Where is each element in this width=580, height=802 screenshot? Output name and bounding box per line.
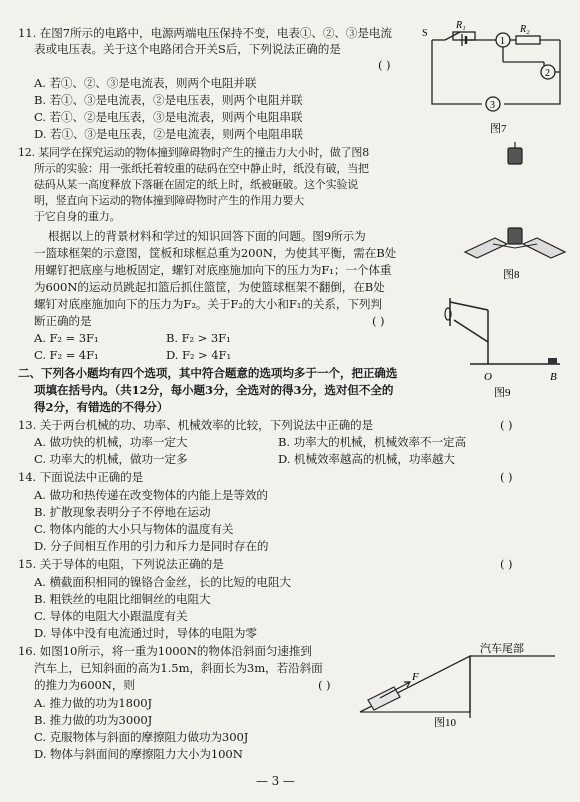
q15-option-c: C. 导体的电阻大小跟温度有关 — [34, 609, 188, 623]
q12-paragraph-line3: 用螺钉把底座与地板固定，螺钉对底座施加向下的压力为F₁；一个体重 — [34, 263, 392, 277]
q14-answer-paren: ( ) — [500, 470, 513, 484]
q15-option-b: B. 粗铁丝的电阻比细铜丝的电阻大 — [34, 592, 211, 606]
q12-stem-line4: 明，竖直向下运动的物体撞到障碍物时产生的作用力要大 — [34, 194, 304, 207]
figure-8-weight — [455, 140, 570, 285]
q12-stem-line3: 砝码从某一高度释放下落砸在固定的纸上时，纸被砸破。这个实验说 — [34, 178, 358, 191]
q16-option-d: D. 物体与斜面间的摩擦阻力大小为100N — [34, 747, 243, 761]
page-number: — 3 — — [256, 774, 295, 788]
q11-stem-line1: 11. 在图7所示的电路中，电源两端电压保持不变，电表①、②、③是电流 — [18, 26, 392, 40]
q13-option-a: A. 做功快的机械，功率一定大 — [34, 435, 188, 449]
r2-label: R₂ — [520, 24, 530, 35]
q12-answer-paren: ( ) — [372, 314, 385, 328]
q12-paragraph-line6: 断正确的是 — [34, 314, 92, 328]
meter-3-label: 3 — [490, 100, 495, 111]
figure-9-basketball-frame — [440, 290, 570, 400]
q11-answer-paren: ( ) — [378, 58, 391, 72]
q16-option-a: A. 推力做的功为1800J — [34, 696, 153, 710]
q15-option-d: D. 导体中没有电流通过时，导体的电阻为零 — [34, 626, 257, 640]
q13-option-c: C. 功率大的机械，做功一定多 — [34, 452, 188, 466]
r1-label: R₁ — [456, 20, 466, 31]
q11-option-a: A. 若①、②、③是电流表，则两个电阻并联 — [34, 76, 257, 90]
point-b-label: B — [550, 371, 557, 383]
q12-paragraph-line2: 一篮球框架的示意图，筐板和球框总重为200N，为使其平衡，需在B处 — [34, 246, 397, 260]
point-o-label: O — [484, 371, 492, 383]
q16-option-b: B. 推力做的功为3000J — [34, 713, 153, 727]
q11-stem-line2: 表或电压表。关于这个电路闭合开关S后，下列说法正确的是 — [34, 42, 341, 56]
q14-stem: 14. 下面说法中正确的是 — [18, 470, 144, 484]
q16-answer-paren: ( ) — [318, 678, 331, 692]
q12-stem-line2: 所示的实验：用一张纸托着较重的砝码在空中静止时，纸没有破，当把 — [34, 162, 369, 175]
figure-9-caption: 图9 — [494, 387, 511, 399]
q16-stem-line2: 汽车上，已知斜面的高为1.5m，斜面长为3m，若沿斜面 — [34, 661, 323, 675]
q12-paragraph-line5: 螺钉对底座施加向下的压力为F₂。关于F₂的大小和F₁的关系，下列判 — [34, 297, 382, 311]
q13-answer-paren: ( ) — [500, 418, 513, 432]
q12-paragraph-line4: 为600N的运动员跳起扣篮后抓住篮筐，为使篮球框架不翻倒，在B处 — [34, 280, 385, 294]
q14-option-d: D. 分子间相互作用的引力和斥力是同时存在的 — [34, 539, 269, 553]
section-2-line3: 得2分，有错选的不得分） — [34, 400, 169, 414]
q14-option-c: C. 物体内能的大小只与物体的温度有关 — [34, 522, 234, 536]
q11-option-c: C. 若①、②是电压表，③是电流表，则两个电阻串联 — [34, 110, 303, 124]
figure-8-caption: 图8 — [503, 269, 520, 281]
meter-2-label: 2 — [545, 68, 550, 79]
q13-stem: 13. 关于两台机械的功、功率、机械效率的比较，下列说法中正确的是 — [18, 418, 374, 432]
q16-stem-line3: 的推力为600N，则 — [34, 678, 135, 692]
meter-1-label: 1 — [500, 36, 505, 47]
q12-option-a: A. F₂ = 3F₁ — [34, 331, 99, 345]
q14-option-b: B. 扩散现象表明分子不停地在运动 — [34, 505, 211, 519]
q16-option-c: C. 克服物体与斜面的摩擦阻力做功为300J — [34, 730, 249, 744]
q16-stem-line1: 16. 如图10所示，将一重为1000N的物体沿斜面匀速推到 — [18, 644, 312, 658]
figure-7-circuit — [420, 14, 570, 139]
figure-7-caption: 图7 — [490, 123, 507, 135]
q12-paragraph-line1: 根据以上的背景材料和学过的知识回答下面的问题。图9所示为 — [48, 229, 366, 243]
figure-10-incline — [350, 640, 570, 730]
q12-option-d: D. F₂ > 4F₁ — [166, 348, 231, 362]
q15-option-a: A. 横截面积相同的镍铬合金丝，长的比短的电阻大 — [34, 575, 291, 589]
q11-option-b: B. 若①、③是电流表，②是电压表，则两个电阻并联 — [34, 93, 303, 107]
truck-rear-label: 汽车尾部 — [480, 643, 524, 655]
q13-option-d: D. 机械效率越高的机械，功率越大 — [278, 452, 455, 466]
figure-10-caption: 图10 — [434, 717, 456, 729]
q13-option-b: B. 功率大的机械，机械效率不一定高 — [278, 435, 466, 449]
q11-option-d: D. 若①、③是电压表，②是电流表，则两个电阻串联 — [34, 127, 303, 141]
q15-answer-paren: ( ) — [500, 557, 513, 571]
force-f-label: F — [412, 671, 419, 683]
q14-option-a: A. 做功和热传递在改变物体的内能上是等效的 — [34, 488, 268, 502]
q12-stem-line5: 于它自身的重力。 — [34, 210, 121, 223]
section-2-line1: 二、下列各小题均有四个选项，其中符合题意的选项均多于一个，把正确选 — [18, 366, 398, 380]
q15-stem: 15. 关于导体的电阻，下列说法正确的是 — [18, 557, 224, 571]
q12-option-b: B. F₂ > 3F₁ — [166, 331, 231, 345]
section-2-line2: 项填在括号内。（共12分，每小题3分，全选对的得3分，选对但不全的 — [34, 383, 394, 397]
q12-stem-line1: 12. 某同学在探究运动的物体撞到障碍物时产生的撞击力大小时，做了图8 — [18, 146, 369, 159]
switch-label: S — [422, 28, 428, 39]
q12-option-c: C. F₂ = 4F₁ — [34, 348, 99, 362]
